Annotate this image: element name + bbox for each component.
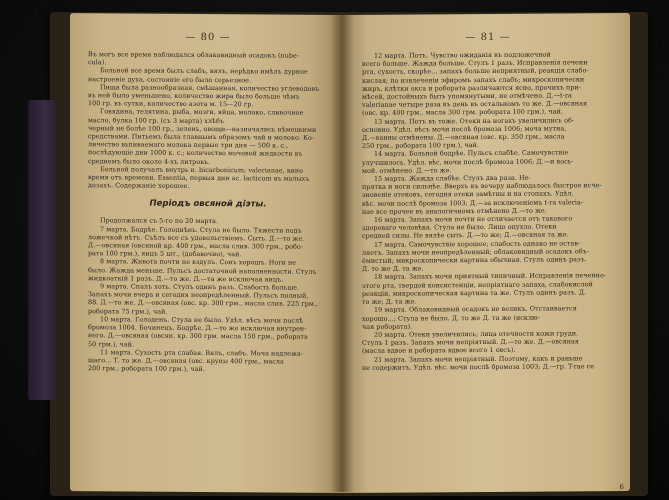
text-line: было. Жажда меньше. Пульсъ достаточной наполненности. Стулъ: [88, 265, 317, 276]
text-line: зновеніе отековъ, сегодня отеки замѣтны и на стопахъ. Удѣл.: [362, 189, 574, 200]
text-line: то же; Д. та же.: [362, 297, 417, 306]
text-line: здороваго человѣка. Стула не было. Лицо опухло. Отеки: [362, 222, 557, 233]
text-line: 100 гр. въ сутки, количество азота м. 15—20 гр.: [88, 99, 254, 109]
text-line: 8 марта. Живота почти не вздулъ. Сонъ хорошъ. Ноги не: [100, 257, 297, 268]
text-line: прятка и ноги сильнѣе. Вверхъ къ вечеру наблюдалось быстрое исче-: [362, 181, 602, 192]
text-line: (овс. кр. 400 грм., масла 300 грм. робората 100 грм.), чай.: [362, 107, 563, 118]
text-line: этого рта, твердой консистенціи, непріятнаго запаха, слабокислой: [362, 279, 593, 290]
text-line: Запахъ мочи вчера и сегодня неопредѣленный. Пульсъ полный,: [88, 290, 309, 300]
text-line: 12 марта. Потъ. Чувство ожиданія въ подложечной: [374, 50, 551, 60]
text-line: личество вьпиваемаго молока первые три дня — 500 к. с.,: [88, 140, 289, 150]
text-line: 17 марта. Самочувствіе хорошее; слабость однако не остав-: [374, 239, 581, 249]
text-line: время отъ времени. Essentia, первыя дни ас. lacticum въ малыхъ: [88, 173, 310, 183]
book-board-spine: [28, 100, 56, 400]
text-line: Пища была разнообразная, смѣшанная, количество углеводовъ: [100, 83, 320, 93]
right-page-paragraphs: [362, 50, 614, 372]
right-page-number: — 81 —: [465, 31, 511, 44]
text-line: ёмистый; микроскопически картина обычная. Стулъ одинъ разъ.: [362, 255, 587, 265]
text-line: 21 марта. Запахъ мочи непріятный. Поэтому, какъ и раньше: [374, 353, 583, 364]
text-line: Больной получалъ внутрь н. bicarbonicum; valerianae, вино: [100, 165, 304, 175]
text-line: 10 марта. Голоденъ. Стула не было. Удѣл. вѣсъ мочи послѣ: [100, 315, 303, 325]
text-line: мѣсей, достойныхъ быть упомянутыми, не отмѣчено. Д.—t-ra: [362, 91, 572, 101]
text-line: масло, булка 100 гр. (съ 3 марта) хлѣбъ: [88, 115, 224, 125]
right-page-text-block: [362, 31, 614, 483]
text-line: 88. Д.—то же. Д.—овсяная (овс. кр. 300 грм., масла слив. 225 грм.,: [88, 298, 319, 309]
text-line: средней силы. Не вялѣе сыть. Д.—то же; Д.—овсяная та же.: [362, 230, 569, 241]
text-line: ложечкой нѣтъ. Съѣлъ все съ удовольствіемъ. Сыть. Д.—то же.: [88, 233, 305, 243]
text-line: основно. Удѣл. вѣсъ мочи послѣ бромоза 1006; моча мутна.: [362, 124, 567, 134]
text-line: Продолжался съ 5-го по 20 марта.: [100, 216, 219, 226]
text-line: не содержитъ. Удѣл. вѣс. мочи послѣ бромоза 1003; Д.—гр. T-rae се: [362, 361, 595, 372]
text-line: 7 марта. Бодрѣе. Голоднѣнь. Стула не было. Тяжести подъ: [100, 224, 302, 235]
text-line: кислая; по извлеченіи эфиромъ запахъ слабъ; микроскопически: [362, 74, 585, 85]
text-line: 15 марта. Жажда слабѣе. Стулъ два раза. Не-: [374, 173, 531, 183]
text-line: 50 грм.), чай.: [88, 339, 135, 348]
text-line: 20 марта. Отеки увеличились; лица отечности кожи груди.: [374, 329, 579, 339]
text-line: мой. отмѣнено. Д.—то же.: [362, 166, 452, 175]
left-page-text-block: [88, 31, 328, 483]
text-line: 250 грм., робората 100 грм.), чай.: [362, 141, 479, 151]
text-line: Д.—овсяная (овсяной кр. 400 грм., масла слив. 300 грм., робо-: [88, 241, 304, 251]
left-page-number: — 80 —: [185, 31, 231, 44]
text-line: щаго... Т. то же. Д.—овсяная (овс. крупы 400 грм., масла: [88, 356, 284, 366]
text-line: Говядина, телятина, рыба, мозги, яйца, молоко, сливочное: [100, 107, 304, 118]
left-page-paragraphs-top: [88, 50, 328, 191]
text-line: Въ могъ все время наблюдался облаковидный осадокъ (nube-: [88, 50, 300, 60]
text-line: жидкоаткій 1 разъ. Д.—то же. Д.—та же исключая яицъ.: [88, 274, 284, 284]
text-line: Д. то же Д. та же.: [362, 264, 424, 274]
text-line: робората 75 грм.), чай.: [88, 306, 168, 316]
text-line: 9 марта. Спалъ хоть. Стулъ одинъ разъ. Слабость больше.: [100, 282, 300, 292]
text-line: 13 марта. Потъ въ тоже. Отеки на ногахъ увеличились об-: [374, 116, 575, 126]
signature-mark: 6: [619, 483, 624, 492]
text-line: 14 марта. Больной бодрѣе. Пульсъ слабѣе. Самочувствіе: [374, 148, 569, 159]
text-line: дозахъ. Содержаніе хорошее.: [88, 181, 190, 191]
text-line: Д.—ванны отмѣнены. Д.—овсяная (овс. кр. 350 грм., масла: [362, 132, 565, 142]
text-line: ляетъ. Запахъ мочи неопредѣленный; облаковидный осадокъ объ-: [362, 247, 589, 257]
text-line: Больной все время былъ слабъ, вялъ, нерѣдко имѣлъ дурное: [100, 66, 308, 77]
text-line: него. Д.—овсяная (овсян. кр. 300 грм. масла 150 грм., робората: [88, 331, 308, 342]
text-line: Стулъ 1 разъ. Запахъ мочи непріятный. Д.—то же. Д.—овсяная: [362, 337, 579, 347]
text-line: въ ней было уменьшено, количество жира было больше чѣмъ: [88, 91, 300, 101]
text-line: черный не болѣе 100 гр., зелень, овощи—назначались нѣмецкими: [88, 124, 317, 134]
text-line: жиръ, клѣтки окса и робората различаются ясно, прочихъ при-: [362, 83, 581, 93]
text-line: 16 марта. Запахъ мочи почти не отличается отъ такового: [374, 214, 573, 224]
left-page: [70, 13, 342, 493]
text-line: рта, сухость, скорѣе... запахъ больше неприятный, реакція слабо-: [362, 66, 589, 77]
text-line: 200 грм., робората 100 грм.), чай.: [88, 364, 205, 374]
left-page-paragraphs-bottom: [88, 217, 328, 375]
text-line: средствами. Питьемъ была главнымъ образомъ чай и молоко. Ко-: [88, 132, 315, 142]
text-line: бромоза 1004. Бочинецъ. Бодрѣе. Д.—то же исключая внутрен-: [88, 323, 307, 333]
text-line: чая робората).: [362, 322, 413, 331]
text-line: хорошо...; Стула не было. Д. то же Д. та же (исклю-: [362, 313, 540, 323]
text-line: среднемъ было около 4-хъ литровъ.: [88, 156, 211, 166]
text-line: cula).: [88, 58, 107, 67]
text-line: вѣс. мочи послѣ бромоза 1003; Д.—за исключеніемъ t-ra valeria-: [362, 197, 584, 208]
text-line: улучшилось. Удѣл. вѣс. мочи послѣ бромоза 1006; Д.—и вось-: [362, 157, 574, 167]
text-line: 19 марта. Облаковидный осадокъ не великъ. Отстаивается: [374, 304, 577, 315]
text-line: valerianae четыре раза въ день въ остальномъ то же. Д.—овсяная: [362, 99, 588, 110]
text-line: реакціи, микроскопическая картина та же. Стулъ одинъ разъ. Д.: [362, 288, 587, 298]
text-line: послѣдующіе дни 1000 к. с.; количество мочевой жидкости въ: [88, 148, 303, 159]
text-line: (масла вдвое и робората вдвое всего 1 овсъ).: [362, 346, 516, 356]
text-line: 11 марта. Сухость рта слабая. Вялъ, слабъ. Моча надлежа-: [100, 347, 304, 358]
text-line: всего больше. Жажда больше. Стулъ 1 разъ. Исправленія печени: [362, 58, 588, 69]
text-line: nae все прочее въ аналогичномъ отмѣнено Д.—то же.: [362, 206, 547, 216]
right-page: [340, 13, 630, 493]
text-line: 18 марта. Запахъ мочи приятный типичный. Исправленія печенно-: [374, 271, 607, 282]
text-line: рата 100 грм.), яицъ 5 шт., (добавочно), чай.: [88, 249, 242, 259]
text-line: настроеніе духа, состояніе его было серьезное.: [88, 74, 252, 84]
section-title: Періодъ овсяной діэты.: [149, 199, 267, 210]
